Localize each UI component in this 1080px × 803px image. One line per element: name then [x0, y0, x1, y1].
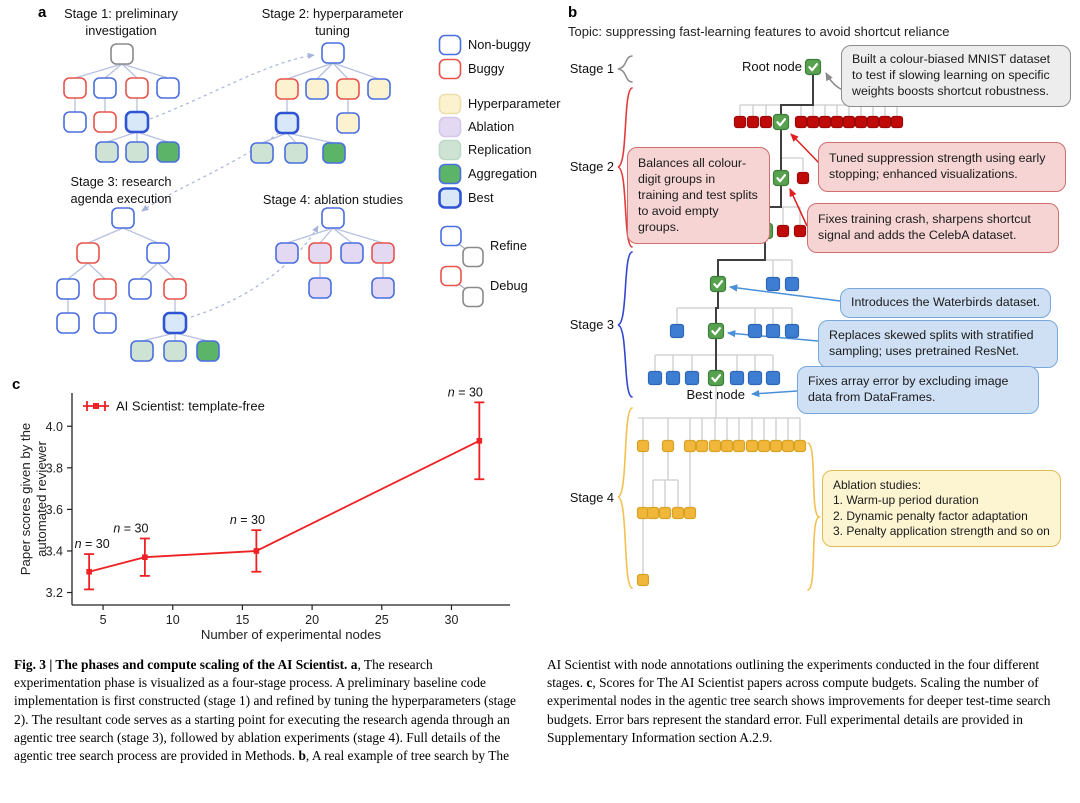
tree-node-rep	[96, 142, 118, 162]
stage1-title: Stage 1: preliminary investigation	[64, 6, 178, 38]
data-point	[477, 438, 483, 444]
tree-node-red	[126, 78, 148, 98]
svg-text:20: 20	[305, 613, 320, 627]
tree-node-gray	[463, 248, 483, 267]
experiment-node	[685, 508, 696, 519]
tree-node-rep	[251, 143, 273, 163]
tree-node-blue	[129, 279, 151, 299]
experiment-node	[749, 325, 762, 338]
tree-node-rep	[131, 341, 153, 361]
experiment-node	[786, 325, 799, 338]
experiment-node	[767, 372, 780, 385]
svg-text:3.8: 3.8	[45, 461, 63, 476]
experiment-node	[638, 441, 649, 452]
experiment-node	[648, 508, 659, 519]
tree-node-ablr	[372, 243, 394, 263]
tree-node-best	[276, 113, 298, 133]
tree-node-blue	[441, 227, 461, 246]
experiment-node	[892, 117, 903, 128]
tree-node-rep	[285, 143, 307, 163]
experiment-node	[856, 117, 867, 128]
legend-label-debug: Debug	[490, 278, 528, 293]
tree-node-blue	[112, 208, 134, 228]
experiment-node	[734, 441, 745, 452]
data-line	[89, 441, 479, 572]
experiment-node	[671, 325, 684, 338]
experiment-node	[820, 117, 831, 128]
tree-node-abl0	[440, 118, 461, 137]
svg-text:10: 10	[165, 613, 180, 627]
tree-node-agg	[440, 165, 461, 184]
tree-node-red	[94, 112, 116, 132]
experiment-node	[686, 372, 699, 385]
experiment-node	[759, 441, 770, 452]
tree-node-red	[77, 243, 99, 263]
tree-node-blue	[322, 208, 344, 228]
tree-node-blue	[94, 313, 116, 333]
experiment-node	[868, 117, 879, 128]
experiment-node	[783, 441, 794, 452]
experiment-node	[722, 441, 733, 452]
experiment-node	[697, 441, 708, 452]
experiment-node	[667, 372, 680, 385]
experiment-node	[796, 117, 807, 128]
tree-node-best	[440, 189, 461, 208]
tree-node-red	[64, 78, 86, 98]
tree-node-ablb	[276, 243, 298, 263]
legend-label-ablation: Ablation	[468, 119, 515, 134]
tree-node-ablb	[309, 278, 331, 298]
experiment-node	[778, 226, 789, 237]
callout-waterbirds: Introduces the Waterbirds dataset.	[840, 288, 1051, 318]
tree-node-gray	[463, 288, 483, 307]
checked-node	[774, 115, 789, 130]
tree-node-rep	[126, 142, 148, 162]
tree-node-ablr	[309, 243, 331, 263]
experiment-node	[798, 173, 809, 184]
checked-node	[806, 60, 821, 75]
tree-node-red	[441, 267, 461, 286]
root-node-label: Root node	[742, 59, 802, 74]
scaling-chart	[0, 375, 540, 653]
tree-node-blue	[157, 78, 179, 98]
experiment-node	[747, 441, 758, 452]
stage2-title: Stage 2: hyperparameter tuning	[261, 6, 404, 38]
tree-node-agg	[157, 142, 179, 162]
data-point	[142, 554, 148, 560]
experiment-node	[761, 117, 772, 128]
svg-text:3.4: 3.4	[45, 544, 63, 559]
checked-node	[774, 171, 789, 186]
stage4-title: Stage 4: ablation studies	[262, 192, 404, 207]
panel-a-label: a	[38, 4, 47, 21]
callout-array-error: Fixes array error by excluding image data from DataFrames.	[797, 366, 1039, 414]
n-annotation: n = 30	[447, 385, 483, 400]
legend-label-hyperparameter: Hyperparameter	[468, 96, 561, 111]
svg-text:5: 5	[99, 613, 107, 627]
chart-legend	[83, 399, 265, 414]
experiment-node	[880, 117, 891, 128]
tree-node-hypb	[306, 79, 328, 99]
topic-text: Topic: suppressing fast-learning features to avoid shortcut reliance	[568, 24, 950, 39]
callout-fixes-crash: Fixes training crash, sharpens shortcut signal and adds the CelebA dataset.	[807, 203, 1059, 253]
tree-node-red	[164, 279, 186, 299]
tree-node-ablb	[372, 278, 394, 298]
tree-node-ablb	[341, 243, 363, 263]
x-axis-label: Number of experimental nodes	[200, 627, 382, 642]
svg-text:3.6: 3.6	[45, 502, 63, 517]
tree-node-red	[94, 279, 116, 299]
tree-node-gray	[111, 44, 133, 64]
tree-node-blue	[147, 243, 169, 263]
experiment-node	[795, 226, 806, 237]
tree-node-blue	[322, 43, 344, 63]
experiment-node	[767, 325, 780, 338]
panel-b-label: b	[568, 4, 578, 21]
y-axis-label: automated reviewer	[34, 441, 49, 557]
tree-node-blue	[57, 279, 79, 299]
svg-text:25: 25	[374, 613, 389, 627]
tree-node-best	[164, 313, 186, 333]
tree-node-hyp0	[440, 95, 461, 114]
experiment-node	[786, 278, 799, 291]
experiment-node	[771, 441, 782, 452]
tree-node-agg	[323, 143, 345, 163]
panel-c-label: c	[12, 376, 21, 393]
tree-node-hypr	[276, 79, 298, 99]
tree-node-hypr	[337, 79, 359, 99]
svg-text:30: 30	[444, 613, 459, 627]
best-node-label: Best node	[686, 387, 745, 402]
tree-node-rep	[164, 341, 186, 361]
experiment-node	[660, 508, 671, 519]
legend-label-replication: Replication	[468, 142, 532, 157]
experiment-node	[844, 117, 855, 128]
stage1-bracket-label: Stage 1	[569, 61, 614, 76]
stage3-bracket-label: Stage 3	[569, 317, 614, 332]
callout-root: Built a colour-biased MNIST dataset to test if slowing learning on specific weights boosts shortcut robustness.	[841, 45, 1071, 107]
tree-node-blue	[94, 78, 116, 98]
tree-node-hypb	[337, 113, 359, 133]
n-annotation: n = 30	[113, 521, 149, 536]
n-annotation: n = 30	[229, 513, 265, 528]
caption-left: Fig. 3 | The phases and compute scaling of the AI Scientist. a, The research experimentation phase is visualized as a four-stage process. A preliminary baseline code implementation is first constructed (stage 1) and refined by tuning the hyperparameters (stage 2). The resultant code serves as a starting point for executing the research agenda through an agentic tree search (stage 3), followed by ablation experiments (stage 4). Full details of the agentic tree search process are provided in Methods. b, A real example of tree search by The	[14, 657, 516, 764]
experiment-node	[767, 278, 780, 291]
experiment-node	[832, 117, 843, 128]
experiment-node	[795, 441, 806, 452]
svg-text:3.2: 3.2	[45, 586, 63, 601]
tree-node-blue	[440, 36, 461, 55]
y-axis-label: Paper scores given by the	[18, 422, 33, 576]
experiment-node	[673, 508, 684, 519]
data-point	[86, 569, 92, 575]
n-annotation: n = 30	[74, 537, 110, 552]
tree-node-agg	[197, 341, 219, 361]
tree-node-hypb	[368, 79, 390, 99]
svg-text:4.0: 4.0	[45, 419, 63, 434]
legend-label-best: Best	[468, 190, 494, 205]
experiment-node	[649, 372, 662, 385]
tree-node-red	[440, 60, 461, 79]
checked-node	[709, 324, 724, 339]
legend-label-non-buggy: Non-buggy	[468, 37, 531, 52]
experiment-node	[731, 372, 744, 385]
experiment-node	[748, 117, 759, 128]
stage2-bracket-label: Stage 2	[569, 159, 614, 174]
experiment-node	[735, 117, 746, 128]
experiment-node	[808, 117, 819, 128]
experiment-node	[749, 372, 762, 385]
tree-node-best	[126, 112, 148, 132]
experiment-node	[638, 508, 649, 519]
data-point	[254, 548, 260, 554]
callout-stratified: Replaces skewed splits with stratified sampling; uses pretrained ResNet.	[818, 320, 1058, 368]
tree-node-rep0	[440, 141, 461, 160]
experiment-node	[638, 575, 649, 586]
tree-node-blue	[64, 112, 86, 132]
experiment-node	[710, 441, 721, 452]
stage4-bracket-label: Stage 4	[569, 490, 614, 505]
callout-balances: Balances all colour-digit groups in training and test splits to avoid empty groups.	[627, 147, 770, 244]
legend-label-refine: Refine	[490, 238, 527, 253]
svg-text:15: 15	[235, 613, 250, 627]
chart-legend-label: AI Scientist: template-free	[116, 398, 265, 414]
callout-tuned: Tuned suppression strength using early stopping; enhanced visualizations.	[818, 142, 1066, 192]
stage3-title: Stage 3: research agenda execution	[70, 174, 172, 206]
caption-right: AI Scientist with node annotations outlining the experiments conducted in the four different stages. c, Scores for The AI Scientist papers across compute budgets. Scaling the number of experimental nodes in the agentic tree search shows improvements for deeper test-time search budgets. Error bars represent the standard error. Full experimental details are provided in Supplementary Information section A.2.9.	[547, 657, 1051, 745]
legend-label-buggy: Buggy	[468, 61, 505, 76]
experiment-node	[685, 441, 696, 452]
checked-node	[709, 371, 724, 386]
legend-label-aggregation: Aggregation	[468, 166, 538, 181]
experiment-node	[663, 441, 674, 452]
callout-ablation-studies: Ablation studies: 1. Warm-up period duration 2. Dynamic penalty factor adaptation 3. Penalty application strength and so on	[822, 470, 1061, 547]
tree-node-blue	[57, 313, 79, 333]
checked-node	[711, 277, 726, 292]
